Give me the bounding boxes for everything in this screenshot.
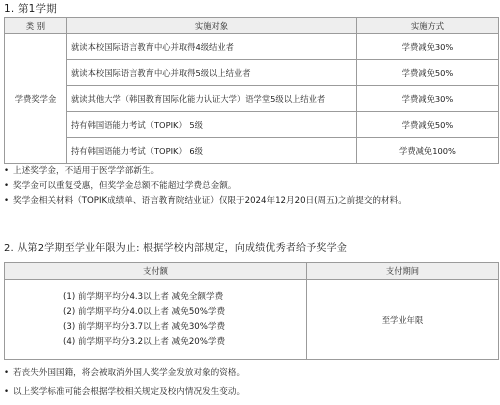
note-text: 上述奖学金，不适用于医学学部新生。 <box>13 166 160 176</box>
header-period: 支付期间 <box>307 263 499 280</box>
method-cell: 学费减免50% <box>357 60 499 86</box>
section1-notes <box>4 164 407 209</box>
list-item: (1) 前学期平均分4.3以上者 减免全额学费 <box>63 291 224 302</box>
section1-header-row <box>5 18 499 34</box>
section1-table <box>4 17 499 164</box>
note-text: 若丧失外国国籍，将会被取消外国人奖学金发放对象的资格。 <box>13 368 246 378</box>
section2-title: 2. 从第2学期至学业年限为止: 根据学校内部规定，向成绩优秀者给予奖学金 <box>4 243 348 254</box>
bullet-icon: • <box>4 166 10 176</box>
target-cell: 就读其他大学（韩国教育国际化能力认证大学）语学堂5级以上结业者 <box>67 86 357 112</box>
note-text: 以上奖学标准可能会根据学校相关规定及校内情况发生变动。 <box>13 387 246 397</box>
table-row <box>5 112 499 138</box>
table-row <box>5 138 499 164</box>
method-cell: 学费减免30% <box>357 86 499 112</box>
amount-cell <box>5 280 307 360</box>
section1-title: 1. 第1学期 <box>4 3 57 15</box>
header-amount: 支付额 <box>5 263 307 280</box>
bullet-icon: • <box>4 181 10 191</box>
list-item: (2) 前学期平均分4.0以上者 减免50%学费 <box>63 306 226 317</box>
table-row <box>5 86 499 112</box>
section2-header-row <box>5 263 499 280</box>
period-cell: 至学业年限 <box>307 280 499 360</box>
note-text: 奖学金可以重复受惠，但奖学金总额不能超过学费总金额。 <box>13 181 237 191</box>
section2-notes <box>4 364 245 402</box>
header-method: 实施方式 <box>357 18 499 34</box>
method-cell: 学费减免100% <box>357 138 499 164</box>
target-cell: 持有韩国语能力考试（TOPIK） 6级 <box>67 138 357 164</box>
method-cell: 学费减免50% <box>357 112 499 138</box>
table-row <box>5 60 499 86</box>
table-row <box>5 280 499 360</box>
table-row <box>5 34 499 60</box>
target-cell: 持有韩国语能力考试（TOPIK） 5级 <box>67 112 357 138</box>
bullet-icon: • <box>4 387 10 397</box>
header-category: 类 别 <box>5 18 67 34</box>
note-item <box>4 194 407 209</box>
category-cell: 学费奖学金 <box>5 34 67 164</box>
bullet-icon: • <box>4 368 10 378</box>
list-item: (3) 前学期平均分3.7以上者 减免30%学费 <box>63 321 226 332</box>
section2-table <box>4 262 499 360</box>
note-item <box>4 364 245 383</box>
note-item <box>4 164 407 179</box>
target-cell: 就读本校国际语言教育中心并取得5级以上结业者 <box>67 60 357 86</box>
note-item <box>4 179 407 194</box>
method-cell: 学费减免30% <box>357 34 499 60</box>
note-text: 奖学金相关材料（TOPIK成绩单、语言教育院结业证）仅限于2024年12月20日(周五)之前提交的材料。 <box>13 196 407 206</box>
list-item: (4) 前学期平均分3.2以上者 减免20%学费 <box>63 336 226 347</box>
target-cell: 就读本校国际语言教育中心并取得4级结业者 <box>67 34 357 60</box>
bullet-icon: • <box>4 196 10 206</box>
header-target: 实施对象 <box>67 18 357 34</box>
note-item <box>4 383 245 402</box>
